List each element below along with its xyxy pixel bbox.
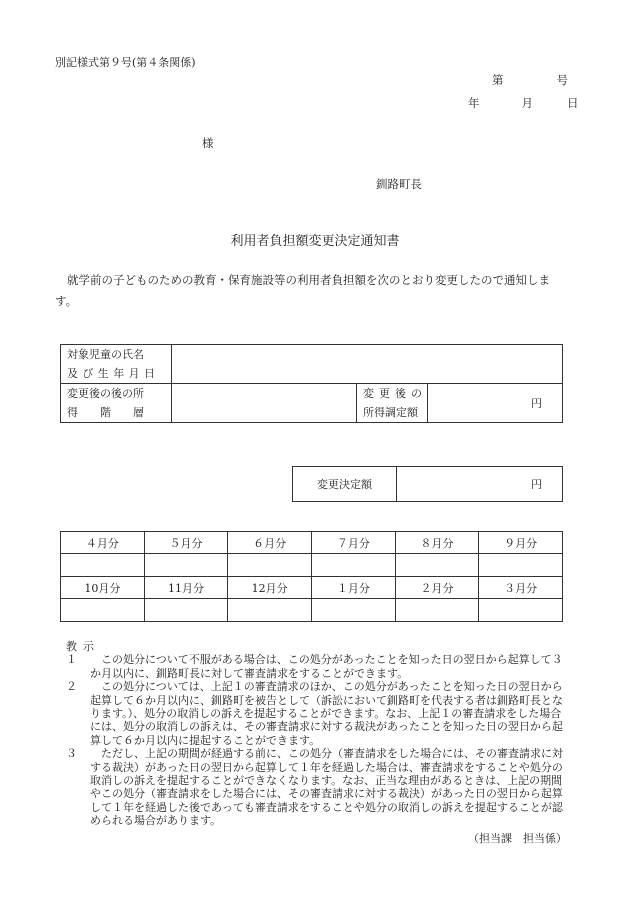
month-amount-cell[interactable] bbox=[144, 554, 228, 577]
notice-item-number: ３ bbox=[66, 747, 77, 761]
month-label: ３月分 bbox=[479, 577, 563, 599]
month-amount-cell[interactable] bbox=[479, 599, 563, 622]
notice-item bbox=[60, 747, 570, 827]
month-label: ２月分 bbox=[395, 577, 479, 599]
child-name-label-line1: 対象児童の氏名 bbox=[67, 348, 144, 361]
notice-item-text: ただし、上記の期間が経過する前に、この処分（審査請求をした場合には、その審査請求に対する裁決）があった日の翌日から起算して１年を経過した場合は、審査請求をすることや処分の取消しの訴えを提起することができなくなります。なお、正当な理由があるときは、上記の期間やこの処分（審査請求をした場合には、その審査請求に対する裁決）があった日の翌日から起算して１年を経過した後であっても審査請求をすることや処分の取消しの訴えを提起することが認められる場合があります。 bbox=[90, 747, 563, 828]
document-number-line bbox=[492, 72, 568, 88]
month-label: ９月分 bbox=[479, 532, 563, 554]
month-header-row-1 bbox=[61, 532, 563, 554]
month-value-row-2 bbox=[61, 599, 563, 622]
issuer-name: 釧路町長 bbox=[376, 177, 422, 191]
income-bracket-label-line2: 得 階 層 bbox=[67, 406, 144, 419]
month-label: ４月分 bbox=[61, 532, 145, 554]
month-label: ６月分 bbox=[228, 532, 312, 554]
child-name-label bbox=[61, 345, 172, 384]
notice-item-text: この処分については、上記１の審査請求のほか、この処分があったことを知った日の翌日から起算して６か月以内に、釧路町を被告として（訴訟において釧路町を代表する者は釧路町長となります。）、処分の取消しの訴えを提起することができます。なお、上記１の審査請求をした場合には、処分の取消しの訴えは、その審査請求に対する裁決があったことを知った日の翌日から起算して６か月以内に提起することができます。 bbox=[90, 680, 563, 747]
yen-unit: 円 bbox=[531, 397, 542, 410]
document-title: 利用者負担額変更決定通知書 bbox=[230, 234, 400, 249]
child-name-label-line2: 及び生年月日 bbox=[67, 367, 160, 380]
month-label: 12月分 bbox=[228, 577, 312, 599]
month-header-row-2 bbox=[61, 577, 563, 599]
notice-item-number: ２ bbox=[66, 680, 77, 694]
number-prefix: 第 bbox=[492, 73, 504, 87]
adjusted-income-label-line1: 変更後の bbox=[363, 387, 427, 400]
income-bracket-value[interactable] bbox=[172, 384, 357, 423]
month-amount-cell[interactable] bbox=[61, 599, 145, 622]
form-number: 別記様式第９号(第４条関係) bbox=[55, 56, 196, 69]
month-label: ５月分 bbox=[144, 532, 228, 554]
decision-amount-label: 変更決定額 bbox=[293, 467, 397, 502]
month-amount-cell[interactable] bbox=[144, 599, 228, 622]
notice-item-number: １ bbox=[66, 653, 77, 667]
adjusted-income-value[interactable] bbox=[428, 384, 563, 423]
yen-unit: 円 bbox=[531, 478, 542, 491]
date-day: 日 bbox=[567, 96, 579, 110]
intro-text: 就学前の子どものための教育・保育施設等の利用者負担額を次のとおり変更したので通知します。 bbox=[55, 273, 550, 308]
month-value-row-1 bbox=[61, 554, 563, 577]
month-label: 10月分 bbox=[61, 577, 145, 599]
month-label: １月分 bbox=[312, 577, 396, 599]
month-label: ８月分 bbox=[395, 532, 479, 554]
notice-item bbox=[60, 680, 570, 747]
child-info-table bbox=[60, 344, 563, 423]
month-amount-cell[interactable] bbox=[479, 554, 563, 577]
instruction-notice bbox=[60, 640, 570, 828]
date-line bbox=[468, 95, 579, 111]
month-label: ７月分 bbox=[312, 532, 396, 554]
notice-item-text: この処分について不服がある場合は、この処分があったことを知った日の翌日から起算して３か月以内に、釧路町長に対して審査請求をすることができます。 bbox=[90, 653, 563, 680]
number-suffix: 号 bbox=[556, 73, 568, 87]
notice-item bbox=[60, 653, 570, 680]
month-amount-cell[interactable] bbox=[395, 599, 479, 622]
month-amount-cell[interactable] bbox=[228, 599, 312, 622]
month-amount-cell[interactable] bbox=[61, 554, 145, 577]
notice-title: 教示 bbox=[66, 640, 100, 653]
month-amount-cell[interactable] bbox=[395, 554, 479, 577]
decision-amount-value[interactable] bbox=[397, 467, 563, 502]
child-name-value[interactable] bbox=[172, 345, 563, 384]
adjusted-income-label-line2: 所得調定額 bbox=[363, 406, 418, 419]
addressee-suffix: 様 bbox=[202, 136, 214, 150]
monthly-table bbox=[60, 531, 563, 622]
child-info-row bbox=[61, 345, 563, 384]
income-bracket-label bbox=[61, 384, 172, 423]
contact-department: （担当課 担当係） bbox=[468, 832, 567, 845]
month-label: 11月分 bbox=[144, 577, 228, 599]
month-amount-cell[interactable] bbox=[312, 554, 396, 577]
income-info-row bbox=[61, 384, 563, 423]
month-amount-cell[interactable] bbox=[312, 599, 396, 622]
date-year: 年 bbox=[468, 96, 480, 110]
adjusted-income-label bbox=[357, 384, 428, 423]
month-amount-cell[interactable] bbox=[228, 554, 312, 577]
decision-table bbox=[292, 466, 563, 502]
income-bracket-label-line1: 変更後の後の所 bbox=[67, 387, 144, 400]
date-month: 月 bbox=[521, 96, 533, 110]
